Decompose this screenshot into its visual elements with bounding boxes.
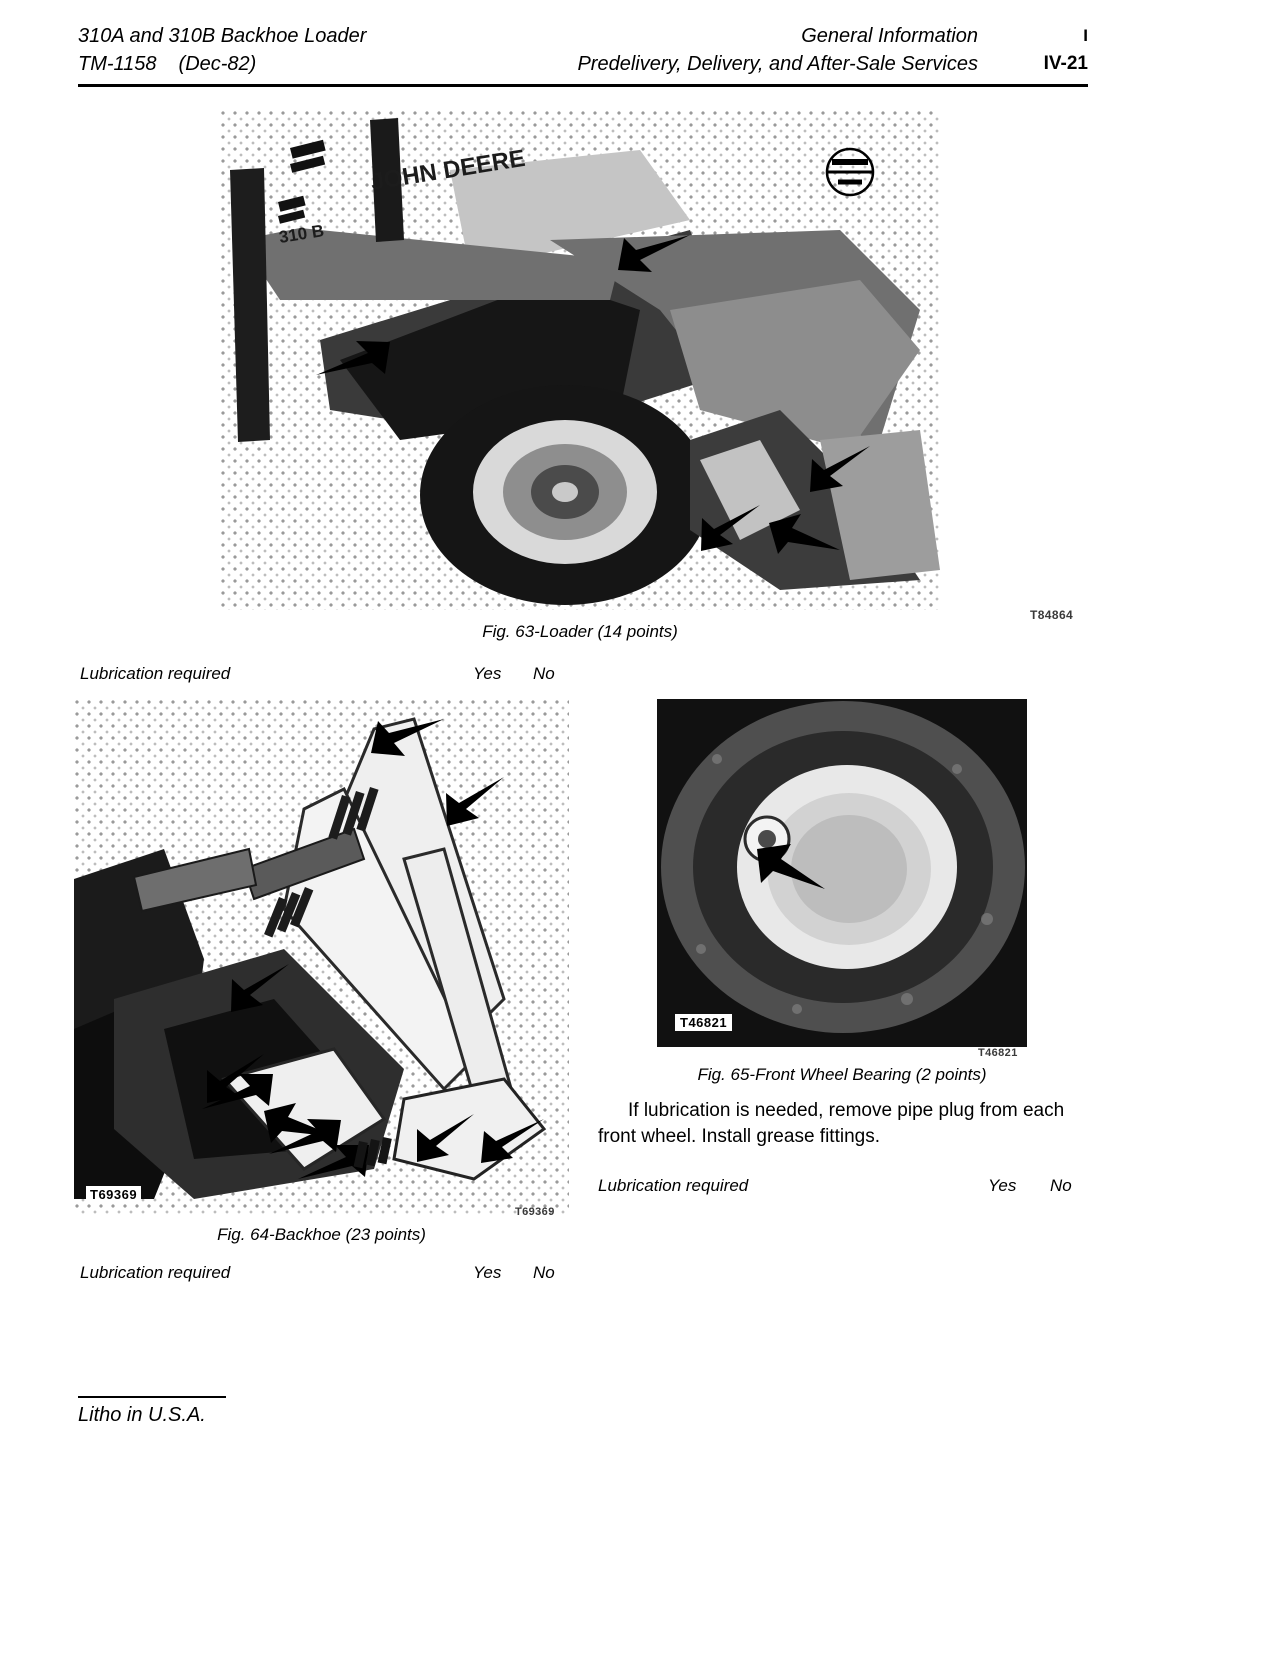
lubrication-yes-option[interactable]: Yes [988,1176,1017,1195]
backhoe-photo [74,699,569,1215]
header-left [78,22,366,78]
lubrication-yes-option[interactable]: Yes [473,664,502,683]
header-right [992,22,1088,78]
lubrication-no-option[interactable]: No [533,664,555,683]
lubrication-yes-option[interactable]: Yes [473,1263,502,1282]
figure-65-caption: Fig. 65-Front Wheel Bearing (2 points) [697,1065,987,1084]
page-number: IV-21 [1043,53,1088,74]
backhoe-photo-graphics [74,699,569,1215]
footer-litho: Litho in U.S.A. [78,1404,206,1426]
header-center [577,22,978,78]
figure-64-image [74,699,569,1215]
section-marker: I [1083,26,1088,45]
figure-65-image-id: T46821 [978,1047,1018,1059]
page-header [78,22,1088,78]
front-wheel-photo-graphics [657,699,1027,1047]
front-wheel-bearing-photo [657,699,1027,1047]
figure-63-image [220,110,940,610]
lubrication-required-label: Lubrication required [80,1263,231,1282]
lubrication-no-option[interactable]: No [1050,1176,1072,1195]
header-model-title: 310A and 310B Backhoe Loader [78,25,367,47]
loader-photo-graphics [220,110,940,610]
decal-brand: JOHN DEERE [368,144,528,196]
header-manual-line [78,50,366,78]
decal-model: 310 B [277,221,326,247]
header-manual-number: TM-1158 [78,53,157,75]
loader-photo [220,110,940,610]
figure-64-image-id: T69369 [515,1206,555,1218]
figure-64-stamp: T69369 [86,1186,141,1203]
header-divider-rule [78,84,1088,87]
footer-divider-rule [78,1396,226,1398]
figure-65-stamp: T46821 [675,1014,732,1031]
header-section-title: General Information [801,25,978,47]
lubrication-row-backhoe [80,1263,600,1287]
lubrication-row-loader [80,664,600,688]
figure-63-image-id: T84864 [1030,608,1074,622]
lubrication-no-option[interactable]: No [533,1263,555,1282]
lubrication-required-label: Lubrication required [598,1176,749,1195]
lubrication-row-front-wheel [598,1176,1078,1200]
figure-65-image [657,699,1027,1047]
figure-64-caption: Fig. 64-Backhoe (23 points) [217,1225,426,1244]
header-manual-date: (Dec-82) [178,53,257,75]
figure-63-caption: Fig. 63-Loader (14 points) [482,622,678,641]
lubrication-required-label: Lubrication required [80,664,231,683]
body-paragraph: If lubrication is needed, remove pipe plug from each front wheel. Install grease fittings. [598,1100,1065,1147]
header-section-subtitle: Predelivery, Delivery, and After-Sale Services [577,53,978,75]
